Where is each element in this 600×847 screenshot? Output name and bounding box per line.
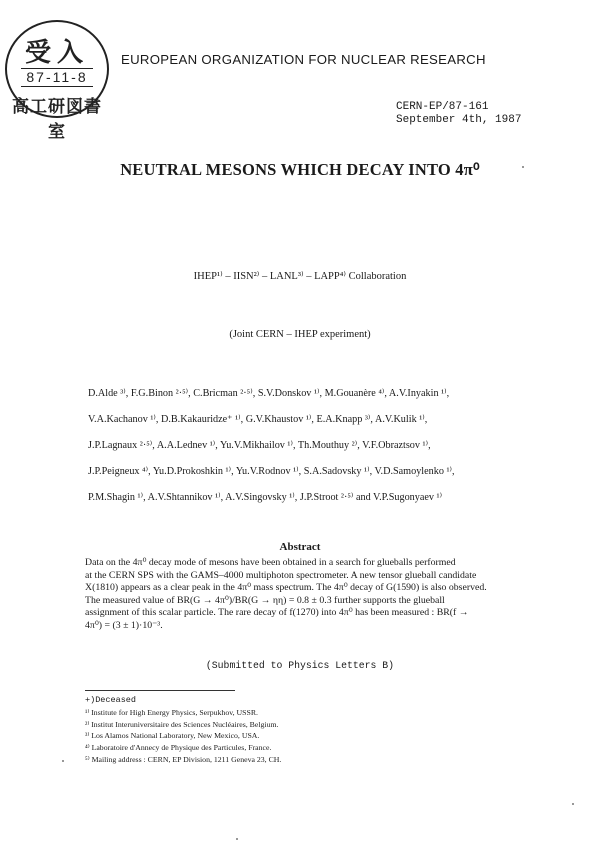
author-line: V.A.Kachanov ¹⁾, D.B.Kakauridze⁺ ¹⁾, G.V.Khaustov ¹⁾, E.A.Knapp ³⁾, A.V.Kulik ¹⁾, — [88, 414, 428, 425]
abstract-heading: Abstract — [279, 541, 321, 553]
author-line: J.P.Lagnaux ²·⁵⁾, A.A.Lednev ¹⁾, Yu.V.Mikhailov ¹⁾, Th.Mouthuy ²⁾, V.F.Obraztsov ¹⁾, — [88, 440, 431, 451]
abstract-body — [85, 557, 527, 632]
scan-speck — [572, 803, 574, 805]
scan-speck — [62, 760, 64, 762]
reception-stamp — [5, 20, 109, 142]
author-line: J.P.Peigneux ⁴⁾, Yu.D.Prokoshkin ¹⁾, Yu.V.Rodnov ¹⁾, S.A.Sadovsky ¹⁾, V.D.Samoylenko ¹⁾, — [88, 466, 455, 477]
author-list — [88, 381, 528, 511]
footnote: ¹⁾ Institute for High Energy Physics, Serpukhov, USSR. — [85, 707, 258, 717]
report-info — [396, 101, 521, 127]
footnote: ²⁾ Institut Interuniversitaire des Sciences Nucléaires, Belgium. — [85, 719, 279, 729]
footnote-deceased: +)Deceased — [85, 695, 137, 705]
report-number: CERN-EP/87-161 — [396, 101, 489, 113]
report-date: September 4th, 1987 — [396, 114, 522, 126]
collaboration-line: IHEP¹⁾ – IISN²⁾ – LANL³⁾ – LAPP⁴⁾ Collaboration — [193, 271, 407, 282]
abstract-line: at the CERN SPS with the GAMS–4000 multiphoton spectrometer. A new tensor glueball candidate — [85, 569, 477, 581]
abstract-line: assignment of this scalar particle. The rare decay of f(1270) into 4π⁰ has been measured : BR(f → — [85, 607, 469, 618]
abstract-line: Data on the 4π⁰ decay mode of mesons have been obtained in a search for glueballs performed — [85, 557, 456, 568]
footnote: ⁴⁾ Laboratoire d'Annecy de Physique des Particules, France. — [85, 743, 272, 753]
scan-speck — [236, 838, 238, 840]
abstract-line: X(1810) appears as a clear peak in the 4π⁰ mass spectrum. The 4π⁰ decay of G(1590) is also observed. — [85, 582, 487, 593]
organization-header: EUROPEAN ORGANIZATION FOR NUCLEAR RESEARCH — [121, 52, 486, 67]
footnote-divider — [85, 690, 235, 691]
footnote: ⁵⁾ Mailing address : CERN, EP Division, 1211 Geneva 23, CH. — [85, 754, 282, 764]
abstract-line: 4π⁰) = (3 ± 1)·10⁻³. — [85, 619, 163, 631]
paper-title: NEUTRAL MESONS WHICH DECAY INTO 4π⁰ — [120, 160, 480, 179]
abstract-line: The measured value of BR(G → 4π⁰)/BR(G → ηη) = 0.8 ± 0.3 further supports the glueball — [85, 594, 445, 606]
stamp-received-text: 受入 — [24, 38, 89, 68]
joint-experiment-line: (Joint CERN – IHEP experiment) — [229, 329, 371, 340]
stamp-library-text: 高工研図書室 — [12, 97, 102, 142]
footnotes — [85, 695, 525, 766]
submission-note: (Submitted to Physics Letters B) — [205, 660, 395, 671]
stamp-date: 87-11-8 — [21, 68, 93, 87]
footnote: ³⁾ Los Alamos National Laboratory, New Mexico, USA. — [85, 731, 260, 741]
scan-speck — [522, 166, 524, 168]
author-line: D.Alde ³⁾, F.G.Binon ²·⁵⁾, C.Bricman ²·⁵⁾, S.V.Donskov ¹⁾, M.Gouanère ⁴⁾, A.V.Inyakin ¹⁾, — [88, 388, 450, 399]
author-line: P.M.Shagin ¹⁾, A.V.Shtannikov ¹⁾, A.V.Singovsky ¹⁾, J.P.Stroot ²·⁵⁾ and V.P.Sugonyaev ¹⁾ — [88, 492, 443, 503]
